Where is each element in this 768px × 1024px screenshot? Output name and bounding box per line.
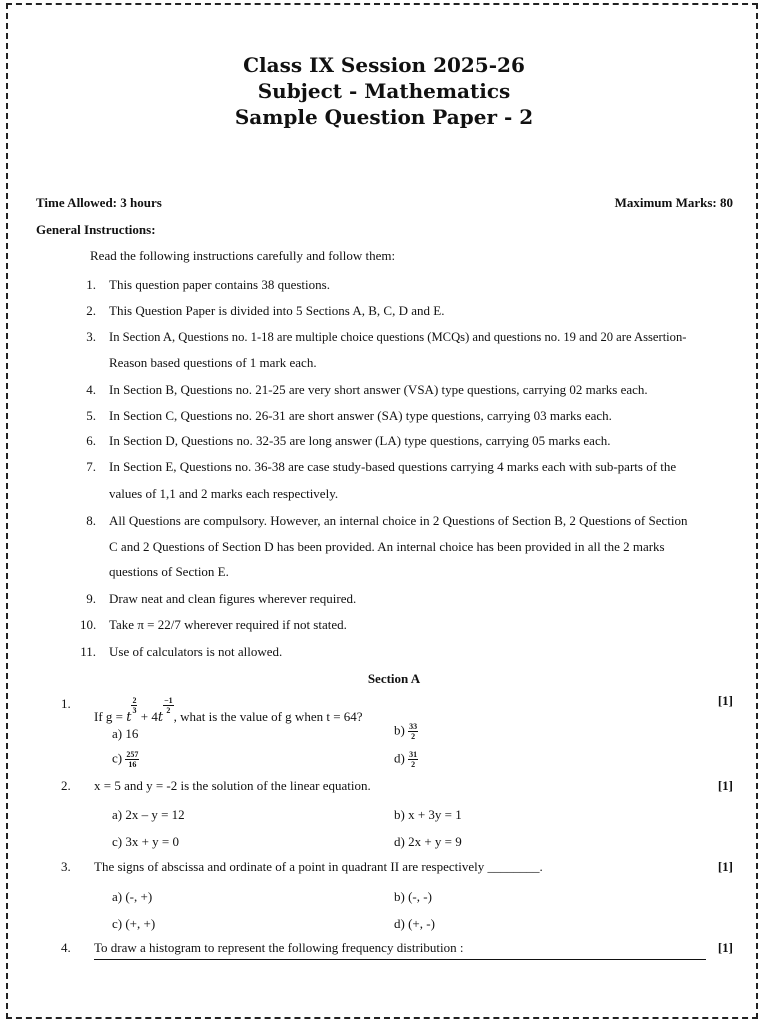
q2-option-a: a) 2x – y = 12	[112, 807, 185, 822]
question-4-text: To draw a histogram to represent the following frequency distribution :	[94, 940, 464, 955]
question-1-text: If g = t $\frac{2}{3}$ + 4t $\frac{-1}{2}$ , what is the value of g when t = 64?	[94, 696, 363, 725]
class-session-title: Class IX Session 2025-26	[243, 53, 525, 77]
question-2-text: x = 5 and y = -2 is the solution of the linear equation.	[94, 778, 371, 793]
question-3-text: The signs of abscissa and ordinate of a point in quadrant II are respectively ________.	[94, 859, 543, 874]
subject-title: Subject - Mathematics	[257, 79, 511, 103]
time-allowed: Time Allowed: 3 hours	[36, 195, 162, 210]
question-4: 4. To draw a histogram to represent the following frequency distribution : [1]	[61, 940, 733, 955]
general-instructions-heading: General Instructions:	[36, 222, 156, 237]
question-2: 2. x = 5 and y = -2 is the solution of the linear equation. [1]	[61, 778, 733, 793]
q3-option-c: c) (+, +)	[112, 916, 156, 931]
q1-option-b: b) $\frac{33}{2}$	[394, 722, 418, 741]
question-4-marks: [1]	[717, 940, 733, 955]
paper-title: Sample Question Paper - 2	[234, 105, 534, 129]
q3-option-a: a) (-, +)	[112, 889, 153, 904]
instructions-intro: Read the following instructions carefully and follow them:	[90, 248, 396, 263]
exam-meta-row	[36, 195, 733, 211]
question-3-marks: [1]	[717, 859, 733, 874]
q3-option-d: d) (+, -)	[394, 916, 435, 931]
q1-option-c: c) $\frac{257}{16}$	[112, 750, 139, 769]
q1-option-a: a) 16	[112, 726, 139, 741]
q1-option-d: d) $\frac{31}{2}$	[394, 750, 418, 769]
question-4-divider-line	[94, 959, 706, 960]
q2-option-d: d) 2x + y = 9	[394, 834, 462, 849]
exponent-minus-half: $\frac{-1}{2}$	[164, 696, 173, 715]
q2-option-c: c) 3x + y = 0	[112, 834, 180, 849]
maximum-marks: Maximum Marks: 80	[614, 195, 733, 210]
paper-header	[0, 52, 768, 130]
question-2-marks: [1]	[717, 778, 733, 793]
exponent-two-thirds: $\frac{2}{3}$	[132, 696, 137, 715]
q3-option-b: b) (-, -)	[394, 889, 432, 904]
section-a-heading: Section A	[367, 671, 421, 686]
question-1: 1. If g = t $\frac{2}{3}$ + 4t $\frac{-1}{2}$ , what is the value of g when t = 64? [1]	[61, 693, 733, 725]
q2-option-b: b) x + 3y = 1	[394, 807, 462, 822]
question-3: 3. The signs of abscissa and ordinate of a point in quadrant II are respectively ________. [1]	[61, 859, 733, 874]
question-1-marks: [1]	[717, 693, 733, 708]
